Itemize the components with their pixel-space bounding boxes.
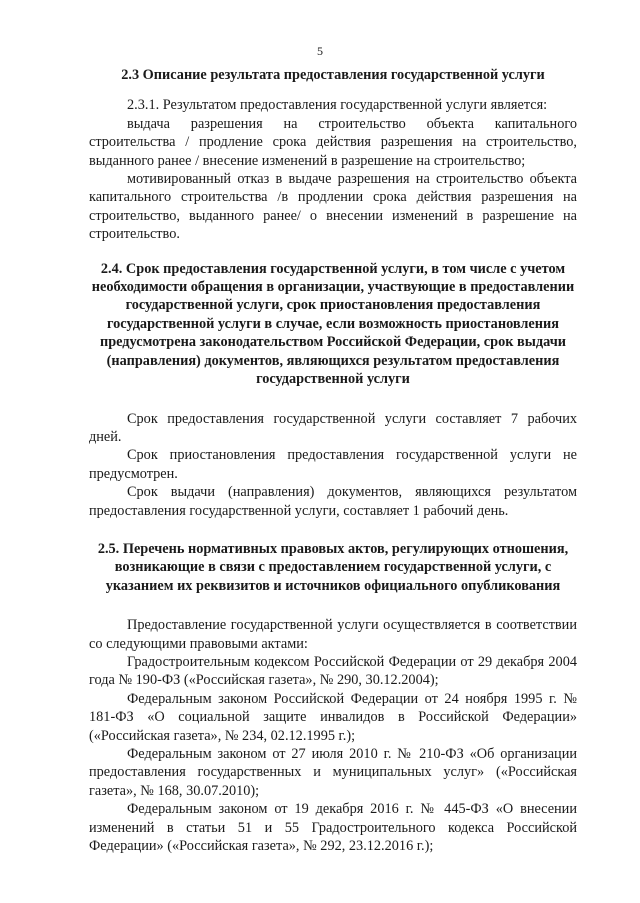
paragraph: Федеральным законом Российской Федерации от 24 ноября 1995 г. № 181-ФЗ «О социальной защите инвалидов в Российской Федерации» («Российская газета», № 234, 02.12.1995 г.);	[89, 690, 577, 744]
paragraph: мотивированный отказ в выдаче разрешения на строительство объекта капитального строительства /в продлении срока действия разрешения на строительство, выданного ранее/ о внесении изменений в разрешение на строительство.	[89, 171, 577, 243]
paragraph: Предоставление государственной услуги осуществляется в соответствии со следующими правовыми актами:	[89, 617, 577, 652]
paragraph: Срок приостановления предоставления государственной услуги не предусмотрен.	[89, 447, 577, 482]
paragraph: Федеральным законом от 19 декабря 2016 г. № 445-ФЗ «О внесении изменений в статьи 51 и 55 Градостроительного кодекса Российской Федерации» («Российская газета», № 292, 23.12.2016 г.);	[89, 801, 577, 855]
paragraph: Градостроительным кодексом Российской Федерации от 29 декабря 2004 года № 190-ФЗ («Российская газета», № 290, 30.12.2004);	[89, 653, 577, 689]
paragraph: Срок выдачи (направления) документов, являющихся результатом предоставления государственной услуги, составляет 1 рабочий день.	[89, 484, 577, 519]
paragraph: Срок предоставления государственной услуги составляет 7 рабочих дней.	[89, 410, 577, 445]
section-title: 2.4. Срок предоставления государственной услуги, в том числе с учетом необходимости обращения в организации, участвующие в предоставлении государственной услуги, срок приостановления предоставления государственной услуги в случае, если возможность приостановления предусмотрена законодательством Российской Федерации, срок выдачи (направления) документов, являющихся результатом предоставления государственной услуги	[91, 260, 575, 388]
paragraph: выдача разрешения на строительство объекта капитального строительства / продление срока действия разрешения на строительство, выданного ранее / внесение изменений в разрешение на строительство;	[89, 115, 577, 169]
page-number: 5	[317, 44, 323, 58]
section-2-3	[89, 66, 577, 244]
section-title: 2.5. Перечень нормативных правовых актов, регулирующих отношения, возникающие в связи с предоставлением государственной услуги, с указанием их реквизитов и источников официального опубликования	[97, 540, 569, 594]
section-2-4	[89, 260, 577, 520]
section-title: 2.3 Описание результата предоставления государственной услуги	[121, 67, 545, 83]
document-body	[89, 66, 577, 855]
section-2-5	[89, 540, 577, 856]
paragraph: 2.3.1. Результатом предоставления государственной услуги является:	[127, 97, 548, 114]
paragraph: Федеральным законом от 27 июля 2010 г. № 210-ФЗ «Об организации предоставления государственных и муниципальных услуг» («Российская газета», № 168, 30.07.2010);	[89, 746, 577, 799]
